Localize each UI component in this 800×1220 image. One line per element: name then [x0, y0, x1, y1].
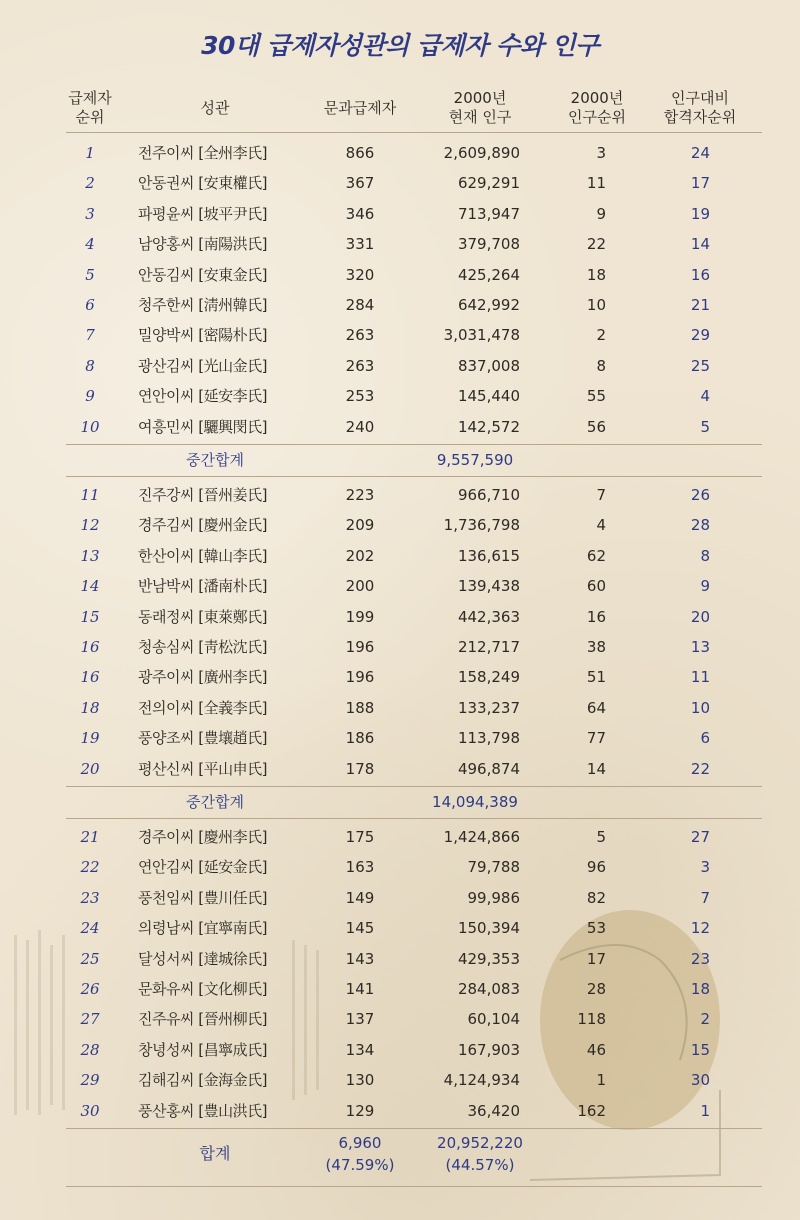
population-rank-cell: 17 — [586, 949, 606, 968]
population-cell: 429,353 — [457, 949, 520, 968]
population-cell: 966,710 — [457, 486, 520, 504]
passers-cell: 253 — [345, 387, 375, 406]
table-row — [0, 662, 800, 692]
population-rank-cell: 51 — [586, 668, 606, 687]
clan-cell: 반남박씨 [潘南朴氏] — [138, 577, 267, 596]
table-row — [0, 199, 800, 229]
total-passers: 6,960 (47.59%) — [325, 1134, 395, 1174]
clan-cell: 안동권씨 [安東權氏] — [138, 174, 267, 193]
clan-cell: 동래정씨 [東萊鄭氏] — [138, 607, 267, 626]
passers-cell: 188 — [345, 698, 375, 717]
rank-cell: 21 — [80, 828, 100, 846]
rank-cell: 8 — [85, 356, 95, 375]
passers-cell: 346 — [345, 204, 375, 223]
ratio-rank-cell: 27 — [690, 828, 710, 846]
ratio-rank-cell: 9 — [700, 577, 710, 596]
population-rank-cell: 60 — [586, 577, 606, 596]
population-rank-cell: 118 — [577, 1010, 606, 1029]
population-rank-cell: 18 — [586, 265, 606, 284]
rank-cell: 1 — [85, 144, 95, 162]
clan-cell: 청송심씨 [靑松沈氏] — [138, 638, 267, 656]
table-row — [0, 510, 800, 540]
total-label: 합계 — [199, 1144, 231, 1163]
passers-cell: 199 — [345, 607, 375, 626]
population-rank-cell: 77 — [586, 729, 606, 748]
population-cell: 425,264 — [457, 265, 520, 284]
population-cell: 212,717 — [457, 638, 520, 656]
clan-cell: 청주한씨 [淸州韓氏] — [138, 296, 267, 314]
ratio-rank-cell: 13 — [690, 638, 710, 656]
ratio-rank-cell: 23 — [690, 949, 710, 968]
passers-cell: 145 — [345, 919, 375, 938]
passers-cell: 263 — [345, 326, 375, 345]
ratio-rank-cell: 6 — [700, 729, 710, 748]
population-cell: 139,438 — [457, 577, 520, 596]
passers-cell: 130 — [345, 1071, 375, 1090]
clan-cell: 밀양박씨 [密陽朴氏] — [138, 326, 267, 345]
population-cell: 113,798 — [457, 729, 520, 748]
population-cell: 379,708 — [457, 235, 520, 254]
rank-cell: 6 — [85, 296, 95, 314]
population-cell: 136,615 — [457, 546, 520, 565]
ratio-rank-cell: 17 — [690, 174, 710, 193]
population-cell: 3,031,478 — [443, 326, 520, 345]
passers-cell: 196 — [345, 638, 375, 656]
rank-cell: 13 — [80, 546, 100, 565]
ratio-rank-cell: 11 — [690, 668, 710, 687]
header-divider — [66, 132, 762, 133]
table-row — [0, 883, 800, 913]
population-cell: 133,237 — [457, 698, 520, 717]
ratio-rank-cell: 15 — [690, 1040, 710, 1059]
population-rank-cell: 28 — [586, 980, 606, 998]
header-ratio-rank: 인구대비 합격자순위 — [663, 89, 737, 126]
clan-cell: 여흥민씨 [驪興閔氏] — [138, 417, 267, 436]
population-rank-cell: 11 — [586, 174, 606, 193]
table-row — [0, 290, 800, 320]
ratio-rank-cell: 30 — [690, 1071, 710, 1090]
population-cell: 145,440 — [457, 387, 520, 406]
population-rank-cell: 46 — [586, 1040, 606, 1059]
table-row — [0, 412, 800, 442]
clan-cell: 파평윤씨 [坡平尹氏] — [138, 204, 267, 223]
population-cell: 4,124,934 — [443, 1071, 520, 1090]
population-rank-cell: 82 — [586, 888, 606, 907]
rank-cell: 3 — [85, 204, 95, 223]
rank-cell: 7 — [85, 326, 95, 345]
subtotal-divider — [66, 818, 762, 819]
population-cell: 1,424,866 — [443, 828, 520, 846]
ratio-rank-cell: 3 — [700, 858, 710, 877]
population-rank-cell: 53 — [586, 919, 606, 938]
clan-cell: 연안김씨 [延安金氏] — [138, 858, 267, 877]
rank-cell: 27 — [80, 1010, 100, 1029]
table-row — [0, 1004, 800, 1034]
clan-cell: 의령남씨 [宜寧南氏] — [138, 919, 267, 938]
clan-cell: 문화유씨 [文化柳氏] — [138, 980, 267, 998]
passers-cell: 186 — [345, 729, 375, 748]
table-row — [0, 541, 800, 571]
passers-cell: 196 — [345, 668, 375, 687]
rank-cell: 5 — [85, 265, 95, 284]
rank-cell: 2 — [85, 174, 95, 193]
clan-cell: 전의이씨 [全義李氏] — [138, 698, 267, 717]
rank-cell: 10 — [80, 417, 100, 436]
table-row — [0, 229, 800, 259]
ratio-rank-cell: 22 — [690, 759, 710, 778]
clan-cell: 한산이씨 [韓山李氏] — [138, 546, 267, 565]
population-rank-cell: 64 — [586, 698, 606, 717]
rank-cell: 24 — [80, 919, 100, 938]
table-row — [0, 944, 800, 974]
ratio-rank-cell: 4 — [700, 387, 710, 406]
table-row — [0, 1035, 800, 1065]
clan-cell: 진주유씨 [晉州柳氏] — [138, 1010, 267, 1029]
rank-cell: 16 — [80, 638, 100, 656]
rank-cell: 29 — [80, 1071, 100, 1090]
header-passers: 문과급제자 — [323, 98, 397, 117]
table-row — [0, 754, 800, 784]
passers-cell: 134 — [345, 1040, 375, 1059]
clan-cell: 평산신씨 [平山申氏] — [138, 759, 267, 778]
population-rank-cell: 55 — [586, 387, 606, 406]
rank-cell: 14 — [80, 577, 100, 596]
table-row — [0, 480, 800, 510]
population-rank-cell: 5 — [596, 828, 606, 846]
population-cell: 167,903 — [457, 1040, 520, 1059]
header-clan: 성관 — [200, 98, 230, 117]
population-cell: 713,947 — [457, 204, 520, 223]
population-cell: 629,291 — [457, 174, 520, 193]
rank-cell: 20 — [80, 759, 100, 778]
population-cell: 142,572 — [457, 417, 520, 436]
population-rank-cell: 9 — [596, 204, 606, 223]
total-row — [0, 1126, 800, 1182]
table-row — [0, 381, 800, 411]
population-rank-cell: 38 — [586, 638, 606, 656]
population-cell: 642,992 — [457, 296, 520, 314]
passers-cell: 200 — [345, 577, 375, 596]
population-rank-cell: 10 — [586, 296, 606, 314]
ratio-rank-cell: 8 — [700, 546, 710, 565]
passers-cell: 129 — [345, 1101, 375, 1120]
clan-cell: 경주이씨 [慶州李氏] — [138, 828, 267, 846]
passers-cell: 209 — [345, 516, 375, 535]
passers-cell: 137 — [345, 1010, 375, 1029]
population-rank-cell: 62 — [586, 546, 606, 565]
subtotal-label: 중간합계 — [186, 793, 244, 811]
passers-cell: 866 — [345, 144, 375, 162]
subtotal-label: 중간합계 — [186, 451, 244, 469]
clan-cell: 전주이씨 [全州李氏] — [138, 144, 267, 162]
rank-cell: 25 — [80, 949, 100, 968]
clan-cell: 풍양조씨 [豊壤趙氏] — [138, 729, 267, 748]
passers-cell: 367 — [345, 174, 375, 193]
population-rank-cell: 8 — [596, 356, 606, 375]
population-cell: 496,874 — [457, 759, 520, 778]
population-cell: 79,788 — [467, 858, 520, 877]
ratio-rank-cell: 16 — [690, 265, 710, 284]
passers-cell: 263 — [345, 356, 375, 375]
passers-cell: 320 — [345, 265, 375, 284]
population-cell: 158,249 — [457, 668, 520, 687]
population-cell: 837,008 — [457, 356, 520, 375]
header-rank: 급제자 순위 — [68, 89, 112, 126]
passers-cell: 141 — [345, 980, 375, 998]
clan-cell: 창녕성씨 [昌寧成氏] — [138, 1040, 267, 1059]
table-row — [0, 138, 800, 168]
table-header — [0, 86, 800, 130]
subtotal-row — [0, 787, 800, 817]
passers-cell: 143 — [345, 949, 375, 968]
ratio-rank-cell: 18 — [690, 980, 710, 998]
total-population: 20,952,220 (44.57%) — [437, 1134, 523, 1174]
passers-cell: 175 — [345, 828, 375, 846]
rank-cell: 18 — [80, 698, 100, 717]
population-rank-cell: 96 — [586, 858, 606, 877]
clan-cell: 김해김씨 [金海金氏] — [138, 1071, 267, 1090]
population-cell: 60,104 — [467, 1010, 520, 1029]
table-bottom-divider — [66, 1186, 762, 1187]
population-rank-cell: 7 — [596, 486, 606, 504]
clan-cell: 연안이씨 [延安李氏] — [138, 387, 267, 406]
rank-cell: 16 — [80, 668, 100, 687]
table-row — [0, 1096, 800, 1126]
table-row — [0, 260, 800, 290]
passers-cell: 284 — [345, 296, 375, 314]
rank-cell: 22 — [80, 858, 100, 877]
population-rank-cell: 16 — [586, 607, 606, 626]
population-rank-cell: 22 — [586, 235, 606, 254]
ratio-rank-cell: 14 — [690, 235, 710, 254]
subtotal-divider — [66, 476, 762, 477]
ratio-rank-cell: 26 — [690, 486, 710, 504]
population-rank-cell: 3 — [596, 144, 606, 162]
population-cell: 36,420 — [467, 1101, 520, 1120]
table-row — [0, 974, 800, 1004]
ratio-rank-cell: 20 — [690, 607, 710, 626]
population-rank-cell: 162 — [577, 1101, 606, 1120]
table-row — [0, 571, 800, 601]
population-rank-cell: 4 — [596, 516, 606, 535]
population-rank-cell: 14 — [586, 759, 606, 778]
table-row — [0, 1065, 800, 1095]
population-rank-cell: 56 — [586, 417, 606, 436]
table-row — [0, 913, 800, 943]
ratio-rank-cell: 7 — [700, 888, 710, 907]
population-cell: 150,394 — [457, 919, 520, 938]
rank-cell: 9 — [85, 387, 95, 406]
clan-cell: 남양홍씨 [南陽洪氏] — [138, 235, 267, 254]
table-row — [0, 320, 800, 350]
population-cell: 442,363 — [457, 607, 520, 626]
ratio-rank-cell: 29 — [690, 326, 710, 345]
table-row — [0, 351, 800, 381]
table-row — [0, 852, 800, 882]
table-row — [0, 168, 800, 198]
subtotal-value: 14,094,389 — [432, 793, 518, 811]
ratio-rank-cell: 12 — [690, 919, 710, 938]
rank-cell: 23 — [80, 888, 100, 907]
clan-cell: 광주이씨 [廣州李氏] — [138, 668, 267, 687]
ratio-rank-cell: 24 — [690, 144, 710, 162]
population-cell: 1,736,798 — [443, 516, 520, 535]
population-cell: 284,083 — [457, 980, 520, 998]
header-population-rank: 2000년 인구순위 — [568, 89, 626, 126]
table-row — [0, 822, 800, 852]
clan-cell: 광산김씨 [光山金氏] — [138, 356, 267, 375]
clan-cell: 달성서씨 [達城徐氏] — [138, 949, 267, 968]
ratio-rank-cell: 10 — [690, 698, 710, 717]
header-population: 2000년 현재 인구 — [448, 89, 512, 126]
table-row — [0, 693, 800, 723]
rank-cell: 30 — [80, 1101, 100, 1120]
page-title: 30대 급제자성관의 급제자 수와 인구 — [201, 31, 599, 60]
clan-cell: 풍산홍씨 [豊山洪氏] — [138, 1101, 267, 1120]
passers-cell: 223 — [345, 486, 375, 504]
table-row — [0, 632, 800, 662]
rank-cell: 15 — [80, 607, 100, 626]
table-row — [0, 602, 800, 632]
ratio-rank-cell: 28 — [690, 516, 710, 535]
subtotal-row — [0, 445, 800, 475]
ratio-rank-cell: 25 — [690, 356, 710, 375]
population-cell: 99,986 — [467, 888, 520, 907]
clan-cell: 경주김씨 [慶州金氏] — [138, 516, 267, 535]
rank-cell: 28 — [80, 1040, 100, 1059]
rank-cell: 26 — [80, 980, 100, 998]
rank-cell: 11 — [80, 486, 100, 504]
rank-cell: 19 — [80, 729, 100, 748]
ratio-rank-cell: 5 — [700, 417, 710, 436]
clan-cell: 풍천임씨 [豊川任氏] — [138, 888, 267, 907]
subtotal-value: 9,557,590 — [436, 451, 514, 469]
population-rank-cell: 1 — [596, 1071, 606, 1090]
ratio-rank-cell: 21 — [690, 296, 710, 314]
ratio-rank-cell: 19 — [690, 204, 710, 223]
clan-cell: 안동김씨 [安東金氏] — [138, 265, 267, 284]
ratio-rank-cell: 1 — [700, 1101, 710, 1120]
passers-cell: 331 — [345, 235, 375, 254]
rank-cell: 12 — [80, 516, 100, 535]
population-cell: 2,609,890 — [443, 144, 520, 162]
population-rank-cell: 2 — [596, 326, 606, 345]
passers-cell: 202 — [345, 546, 375, 565]
passers-cell: 149 — [345, 888, 375, 907]
clan-cell: 진주강씨 [晉州姜氏] — [138, 486, 267, 504]
table-row — [0, 723, 800, 753]
passers-cell: 178 — [345, 759, 375, 778]
passers-cell: 240 — [345, 417, 375, 436]
rank-cell: 4 — [85, 235, 95, 254]
passers-cell: 163 — [345, 858, 375, 877]
ratio-rank-cell: 2 — [700, 1010, 710, 1029]
